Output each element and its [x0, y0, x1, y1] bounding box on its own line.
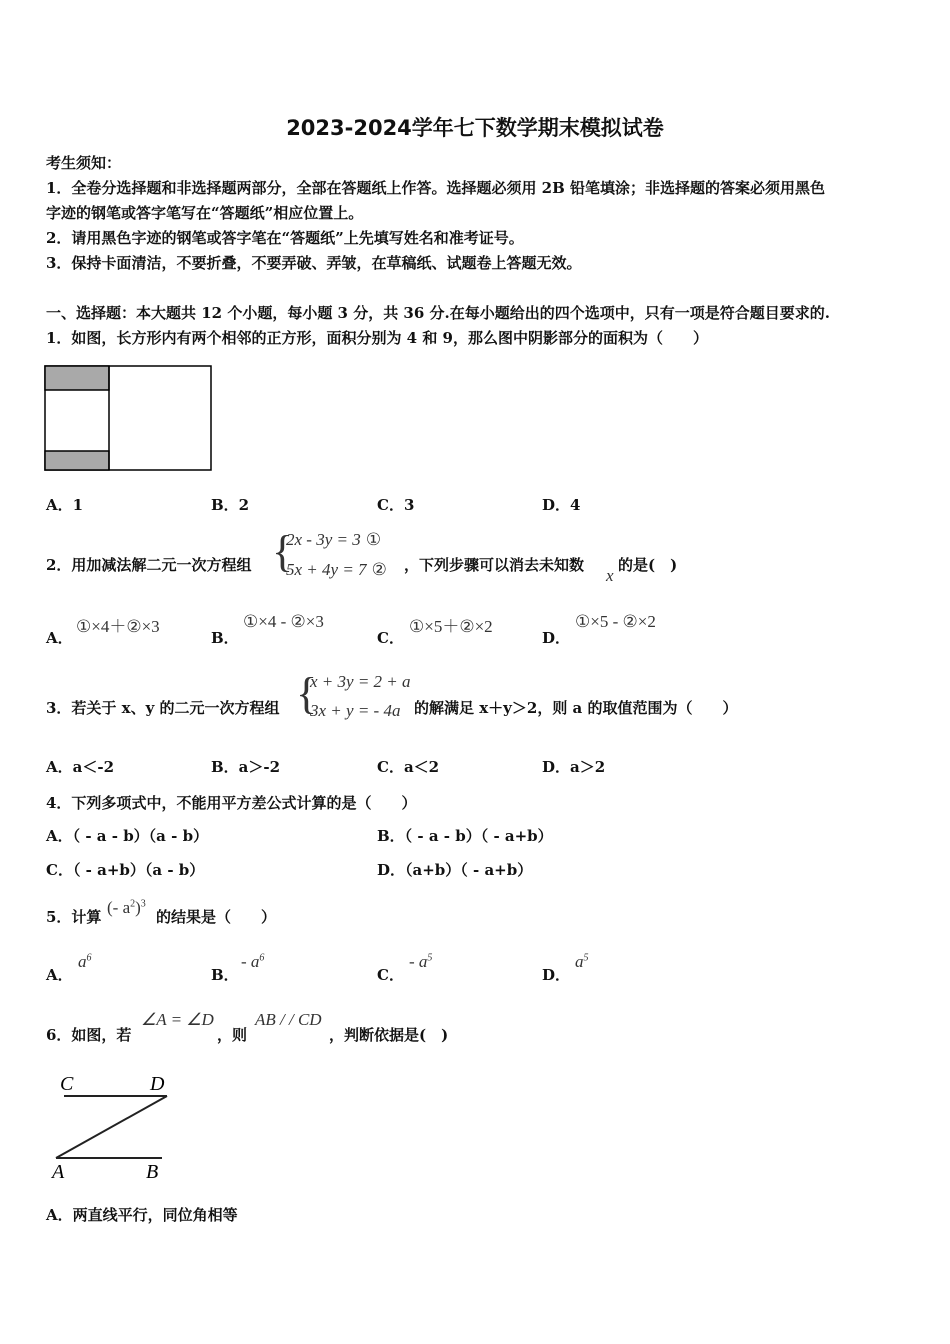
q6-condition: ∠A = ∠D	[141, 1010, 214, 1029]
q3-equation-1: x + 3y = 2 + a	[310, 672, 411, 691]
q3-stem-b: 的解满足 x＋y＞2，则 a 的取值范围为（ ）	[414, 699, 738, 717]
q6-stem-a: 6．如图，若	[46, 1026, 132, 1044]
q5-option-a-label: A．	[46, 966, 73, 984]
q4-option-a: A．（ - a - b）（a - b）	[46, 827, 209, 845]
q2-brace: {	[272, 527, 294, 576]
q6-label-d: D	[150, 1073, 165, 1095]
q3-option-d: D．a＞2	[542, 758, 606, 776]
notice-heading: 考生须知：	[46, 154, 122, 172]
q5-option-b: - $a^6$	[241, 952, 265, 971]
q3-option-c: C．a＜2	[377, 758, 440, 776]
q6-option-a: A．两直线平行，同位角相等	[46, 1206, 238, 1224]
q5-stem-b: 的结果是（ ）	[156, 908, 277, 926]
q6-conclusion: AB / / CD	[255, 1010, 322, 1029]
q6-stem-b: ，则	[217, 1026, 248, 1044]
q3-option-a: A．a＜-2	[46, 758, 115, 776]
q2-variable: x	[606, 566, 614, 585]
q2-option-a-label: A．	[46, 629, 73, 647]
section-heading: 一、选择题：本大题共 12 个小题，每小题 3 分，共 36 分.在每小题给出的四个选项中，只有一项是符合题目要求的.	[46, 304, 830, 322]
q2-option-c-label: C．	[377, 629, 404, 647]
q1-option-a: A．1	[46, 496, 84, 514]
q2-equation-1: 2x - 3y = 3 ①	[286, 530, 382, 549]
q4-option-b: B．（ - a - b）（ - a+b）	[377, 827, 553, 845]
q2-option-a: ①×4＋②×3	[76, 617, 160, 636]
q3-stem-a: 3．若关于 x、y 的二元一次方程组	[46, 699, 280, 717]
q3-brace: {	[296, 669, 318, 718]
q6-label-c: C	[60, 1073, 74, 1095]
q2-stem-c: 的是( )	[618, 556, 678, 574]
notice-line-1a: 1．全卷分选择题和非选择题两部分，全部在答题纸上作答。选择题必须用 2B 铅笔填涂；非选择题的答案必须用黑色	[46, 179, 826, 197]
q5-stem-a: 5．计算	[46, 908, 102, 926]
q4-option-d: D．（a+b）（ - a+b）	[377, 861, 533, 879]
q4-option-c: C．（ - a+b）（a - b）	[46, 861, 205, 879]
q2-stem-b: ，下列步骤可以消去未知数	[404, 556, 585, 574]
q3-equation-2: 3x + y = - 4a	[310, 701, 401, 720]
q5-option-a: $a^6$	[78, 952, 92, 971]
q2-option-d-label: D．	[542, 629, 571, 647]
q6-label-b: B	[146, 1161, 159, 1183]
notice-line-1b: 字迹的钢笔或答字笔写在“答题纸”相应位置上。	[46, 204, 364, 222]
q1-figure	[44, 365, 214, 473]
q1-option-b: B．2	[211, 496, 250, 514]
notice-line-3: 3．保持卡面清洁，不要折叠，不要弄破、弄皱，在草稿纸、试题卷上答题无效。	[46, 254, 582, 272]
q6-stem-c: ，判断依据是( )	[329, 1026, 449, 1044]
q1-stem: 1．如图，长方形内有两个相邻的正方形，面积分别为 4 和 9，那么图中阴影部分的面积为（ ）	[46, 329, 708, 347]
q1-option-d: D．4	[542, 496, 581, 514]
q2-option-d: ①×5 - ②×2	[575, 612, 656, 631]
q5-option-d: $a^5$	[575, 952, 589, 971]
q2-option-c: ①×5＋②×2	[409, 617, 493, 636]
q5-option-b-label: B．	[211, 966, 239, 984]
q3-option-b: B．a＞-2	[211, 758, 281, 776]
q5-option-d-label: D．	[542, 966, 571, 984]
page-title: 2023-2024学年七下数学期末模拟试卷	[286, 116, 664, 140]
q4-stem: 4．下列多项式中，不能用平方差公式计算的是（ ）	[46, 794, 417, 812]
q6-label-a: A	[52, 1161, 65, 1183]
q5-expression: (- $a^2)^3$	[107, 898, 146, 917]
q1-shaded-top	[45, 366, 109, 390]
q1-shaded-bottom	[45, 451, 109, 470]
q5-option-c-label: C．	[377, 966, 404, 984]
q2-option-b-label: B．	[211, 629, 239, 647]
q2-stem-a: 2．用加减法解二元一次方程组	[46, 556, 252, 574]
q1-option-c: C．3	[377, 496, 415, 514]
q2-option-b: ①×4 - ②×3	[243, 612, 324, 631]
q6-line-ad	[56, 1096, 167, 1158]
q2-equation-2: 5x + 4y = 7 ②	[286, 560, 387, 579]
notice-line-2: 2．请用黑色字迹的钢笔或答字笔在“答题纸”上先填写姓名和准考证号。	[46, 229, 524, 247]
q6-figure	[50, 1068, 180, 1186]
q5-option-c: - $a^5$	[409, 952, 433, 971]
